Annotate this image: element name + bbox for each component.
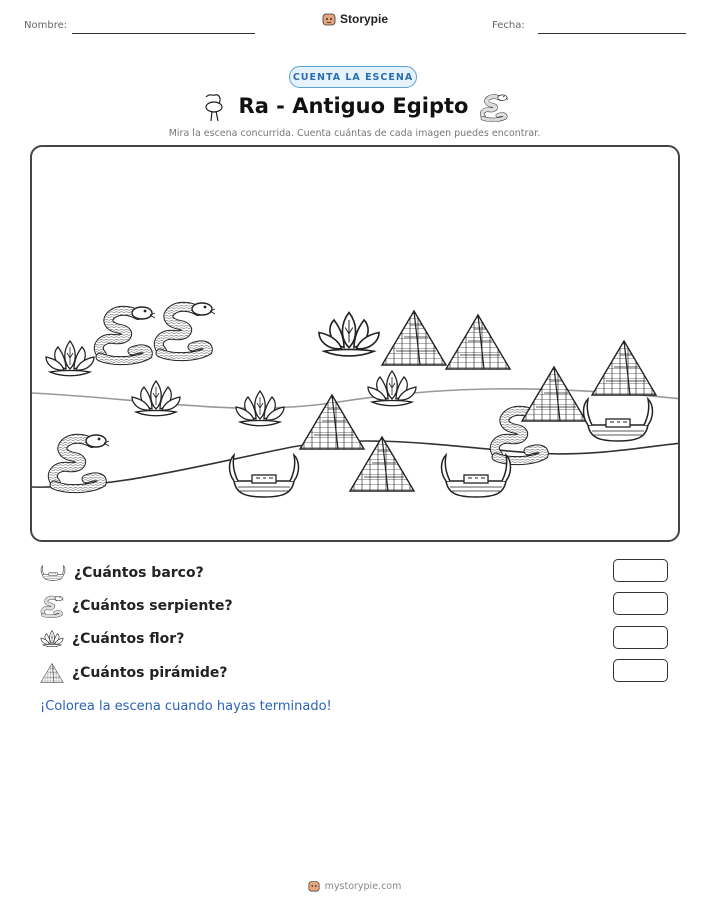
pyramid-icon: [300, 395, 364, 449]
snake-icon: [480, 92, 508, 122]
snake-icon: [40, 594, 64, 618]
question-text: ¿Cuántos flor?: [72, 631, 185, 647]
pyramid-icon: [40, 662, 64, 684]
boat-icon: [40, 565, 66, 581]
lotus-icon: [46, 341, 94, 376]
snake-icon: [99, 307, 155, 361]
pyramid-icon: [522, 367, 586, 421]
boat-icon: [584, 399, 653, 441]
date-field[interactable]: [538, 33, 686, 34]
snake-icon: [159, 303, 215, 357]
question-text: ¿Cuántos barco?: [74, 565, 204, 581]
footer-brand: [0, 880, 709, 892]
date-label: Fecha:: [492, 20, 525, 31]
page-title: [0, 92, 709, 122]
ibis-icon: [201, 92, 227, 122]
pyramid-icon: [446, 315, 510, 369]
scene-illustration: [32, 147, 680, 542]
question-pyramid: [40, 660, 228, 686]
answer-box-flower[interactable]: [613, 626, 668, 649]
storypie-logo-icon: [322, 12, 336, 26]
lotus-icon: [40, 628, 64, 650]
activity-badge: CUENTA LA ESCENA: [289, 66, 417, 88]
name-label: Nombre:: [24, 20, 68, 31]
lotus-icon: [319, 313, 379, 356]
answer-box-boat[interactable]: [613, 559, 668, 582]
coloring-note: ¡Colorea la escena cuando hayas terminado!: [40, 699, 332, 714]
lotus-icon: [132, 381, 180, 416]
storypie-brand: [322, 12, 388, 26]
brand-name: Storypie: [340, 12, 389, 26]
question-flower: [40, 626, 184, 652]
question-snake: [40, 593, 233, 619]
counting-scene[interactable]: [30, 145, 680, 542]
footer-url[interactable]: mystorypie.com: [324, 880, 402, 892]
answer-box-pyramid[interactable]: [613, 659, 668, 682]
instructions: Mira la escena concurrida. Cuenta cuántas de cada imagen puedes encontrar.: [168, 128, 541, 139]
question-text: ¿Cuántos pirámide?: [72, 665, 228, 681]
snake-icon: [53, 435, 109, 489]
question-text: ¿Cuántos serpiente?: [72, 598, 233, 614]
answer-box-snake[interactable]: [613, 592, 668, 615]
storypie-logo-icon: [308, 880, 320, 892]
pyramid-icon: [592, 341, 656, 395]
boat-icon: [230, 455, 299, 497]
question-boat: [40, 560, 204, 586]
title-text: Ra - Antiguo Egipto: [238, 94, 469, 118]
lotus-icon: [368, 371, 416, 406]
pyramid-icon: [382, 311, 446, 365]
name-field[interactable]: [72, 33, 255, 34]
